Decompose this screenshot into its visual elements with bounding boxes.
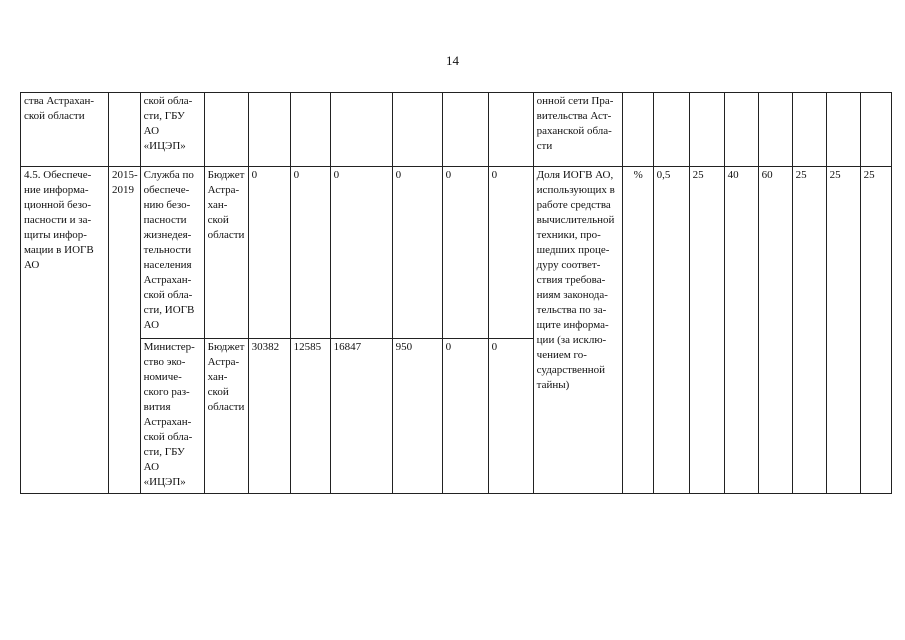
cell-empty [442,93,488,167]
cell-executor: Служба по обеспече- нию безо- пасности жизнедея- тельности населения Астрахан- ской обла- сти, ИОГВ АО [140,167,204,339]
cell-empty [724,93,758,167]
program-table [20,92,892,494]
cell-empty [109,93,141,167]
cell-amount: 30382 [248,339,290,494]
cell-empty [392,93,442,167]
cell-amount: 0 [392,167,442,339]
cell-amount: 0 [248,167,290,339]
cell-empty [204,93,248,167]
cell-funding-source: Бюджет Астра- хан- ской области [204,167,248,339]
item-row-first [21,167,892,339]
cell-target: 60 [758,167,792,494]
cell-amount: 950 [392,339,442,494]
cell-indicator: Доля ИОГВ АО, использующих в работе средства вычислительной техники, про- шедших проце- дуру соответ- ствия требова- ниям законода- тельства по за- щите информа- ции (за исклю- чением го- сударственной тайны) [533,167,622,494]
cell-amount: 0 [442,339,488,494]
cell-target: 40 [724,167,758,494]
cell-amount: 0 [290,167,330,339]
cell-empty [826,93,860,167]
cell-target: 0,5 [653,167,689,494]
cell-executor: ской обла- сти, ГБУ АО «ИЦЭП» [140,93,204,167]
cell-target: 25 [826,167,860,494]
cell-empty [758,93,792,167]
cell-empty [689,93,724,167]
cell-empty [330,93,392,167]
cell-funding-source: Бюджет Астра- хан- ской области [204,339,248,494]
cell-empty [488,93,533,167]
cell-amount: 12585 [290,339,330,494]
cell-target: 25 [792,167,826,494]
cell-target: 25 [689,167,724,494]
cell-amount: 16847 [330,339,392,494]
cell-empty [622,93,653,167]
cell-item-name: ства Астрахан- ской области [21,93,109,167]
cell-amount: 0 [488,339,533,494]
cell-empty [792,93,826,167]
cell-target: 25 [860,167,891,494]
page-number: 14 [446,53,459,68]
cell-empty [248,93,290,167]
cell-period: 2015- 2019 [109,167,141,494]
cell-empty [290,93,330,167]
cell-empty [860,93,891,167]
cell-executor: Министер- ство эко- номиче- ского раз- вития Астрахан- ской обла- сти, ГБУ АО «ИЦЭП» [140,339,204,494]
cell-amount: 0 [330,167,392,339]
cell-amount: 0 [442,167,488,339]
cell-unit: % [622,167,653,494]
continuation-row [21,93,892,167]
cell-empty [653,93,689,167]
cell-item-title: 4.5. Обеспече- ние информа- ционной безо- пасности и за- щиты инфор- мации в ИОГВ АО [21,167,109,494]
cell-indicator: онной сети Пра- вительства Аст- раханской обла- сти [533,93,622,167]
cell-amount: 0 [488,167,533,339]
